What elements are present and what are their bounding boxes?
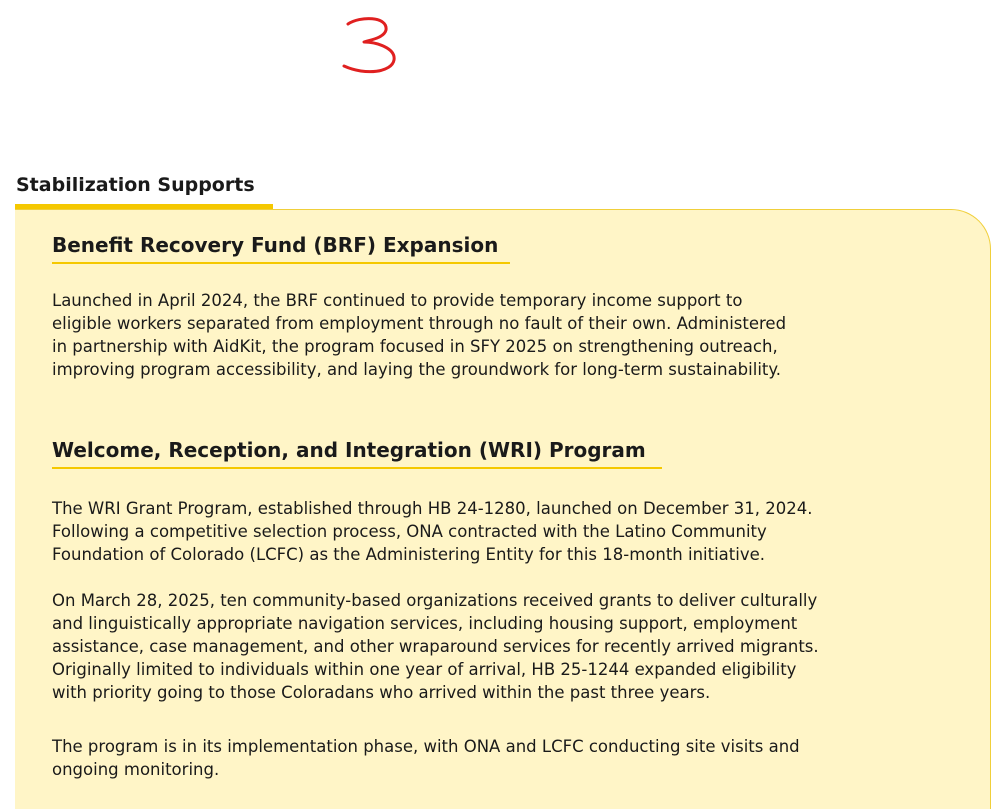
- wri-paragraph-3: [52, 735, 972, 781]
- handwritten-number-three: [336, 8, 416, 78]
- brf-line: Launched in April 2024, the BRF continued to provide temporary income support to: [52, 291, 743, 310]
- wri-line: Following a competitive selection process, ONA contracted with the Latino Community: [52, 522, 767, 541]
- wri-heading-underline: [52, 467, 662, 469]
- wri-paragraph-1: [52, 497, 972, 566]
- wri-line: The program is in its implementation phase, with ONA and LCFC conducting site visits and: [52, 737, 800, 756]
- wri-paragraph-2: [52, 589, 972, 704]
- wri-line: The WRI Grant Program, established through HB 24-1280, launched on December 31, 2024.: [52, 499, 813, 518]
- wri-heading: Welcome, Reception, and Integration (WRI) Program: [52, 438, 646, 462]
- brf-paragraph: [52, 289, 972, 381]
- wri-line: Originally limited to individuals within one year of arrival, HB 25-1244 expanded eligibility: [52, 660, 797, 679]
- wri-line: On March 28, 2025, ten community-based organizations received grants to deliver culturally: [52, 591, 818, 610]
- wri-line: Foundation of Colorado (LCFC) as the Administering Entity for this 18-month initiative.: [52, 545, 766, 564]
- wri-line: ongoing monitoring.: [52, 760, 220, 779]
- brf-line: in partnership with AidKit, the program focused in SFY 2025 on strengthening outreach,: [52, 337, 778, 356]
- wri-line: and linguistically appropriate navigation services, including housing support, employment: [52, 614, 798, 633]
- wri-line: assistance, case management, and other wraparound services for recently arrived migrants.: [52, 637, 819, 656]
- brf-heading: Benefit Recovery Fund (BRF) Expansion: [52, 233, 499, 257]
- brf-line: eligible workers separated from employment through no fault of their own. Administered: [52, 314, 787, 333]
- section-title: Stabilization Supports: [16, 174, 255, 196]
- brf-heading-underline: [52, 262, 510, 264]
- brf-line: improving program accessibility, and laying the groundwork for long-term sustainability.: [52, 360, 782, 379]
- wri-line: with priority going to those Coloradans who arrived within the past three years.: [52, 683, 711, 702]
